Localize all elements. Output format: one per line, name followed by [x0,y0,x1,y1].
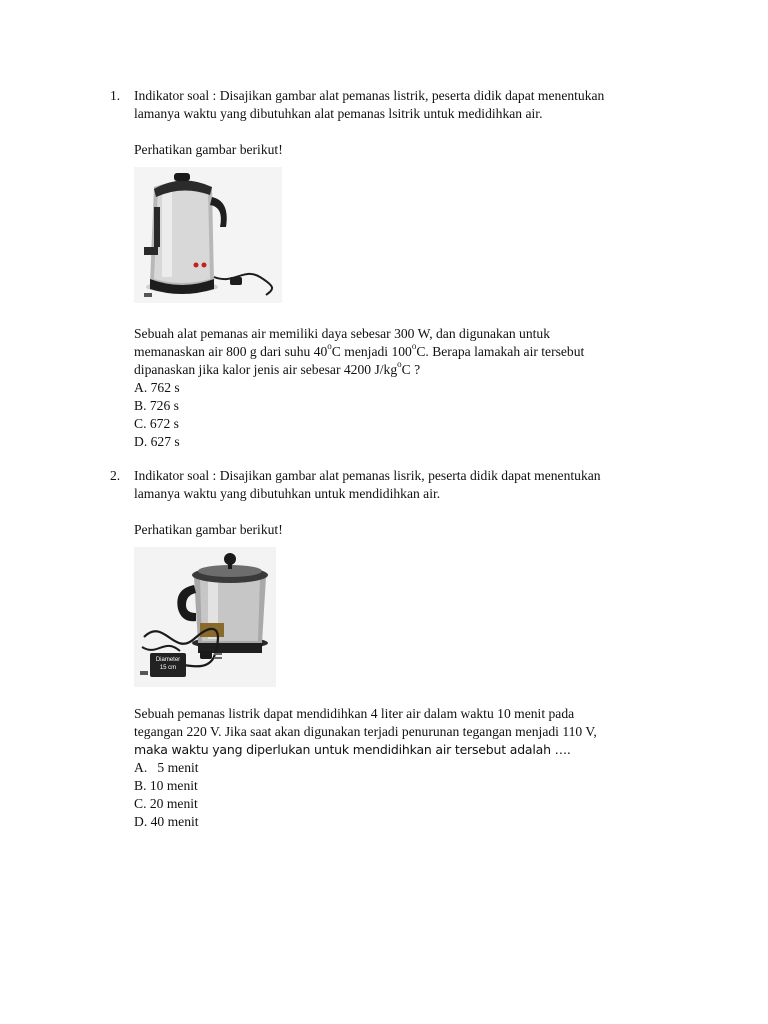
question-text: Sebuah alat pemanas air memiliki daya sebesar 300 W, dan digunakan untuk [134,326,551,341]
text-segment: C menjadi 100 [331,344,412,359]
indicator-line: lamanya waktu yang dibutuhkan alat pemanas lsitrik untuk medidihkan air. [134,106,543,121]
question-number: 1. [110,88,121,103]
answer-option-c[interactable]: C. 20 menit [134,796,198,811]
answer-option-b[interactable]: B. 726 s [134,398,179,413]
question-text: tegangan 220 V. Jika saat akan digunakan terjadi penurunan tegangan menjadi 110 V, [134,724,597,739]
diameter-label-line: Diameter [155,657,181,663]
answer-option-a[interactable]: A. 762 s [134,380,180,395]
answer-option-a[interactable]: A. 5 menit [134,760,199,775]
text-segment: C ? [401,362,421,377]
answer-option-d[interactable]: D. 40 menit [134,814,199,829]
question-text: Sebuah pemanas listrik dapat mendidihkan 4 liter air dalam waktu 10 menit pada [134,706,575,721]
answer-option-d[interactable]: D. 627 s [134,434,180,449]
question-text: maka waktu yang diperlukan untuk mendidihkan air tersebut adalah …. [134,742,571,757]
prompt-text: Perhatikan gambar berikut! [134,142,283,157]
electric-kettle-pot-image [134,547,276,687]
degree-superscript: o [327,341,332,352]
question-2 [110,467,710,831]
question-text [134,343,710,361]
indicator-line: Indikator soal : Disajikan gambar alat pemanas listrik, peserta didik dapat menentukan [134,88,605,103]
prompt-text: Perhatikan gambar berikut! [134,522,283,537]
text-segment: memanaskan air 800 g dari suhu 40 [134,344,328,359]
answer-option-b[interactable]: B. 10 menit [134,778,198,793]
answer-option-c[interactable]: C. 672 s [134,416,179,431]
question-1 [110,87,710,451]
indicator-line: Indikator soal : Disajikan gambar alat pemanas lisrik, peserta didik dapat menentukan [134,468,601,483]
electric-water-boiler-image [134,167,282,303]
indicator-line: lamanya waktu yang dibutuhkan untuk mendidihkan air. [134,486,441,501]
text-segment: dipanaskan jika kalor jenis air sebesar 4200 J/kg [134,362,398,377]
question-number: 2. [110,468,121,483]
degree-superscript: o [397,359,402,370]
question-text [134,361,710,379]
diameter-label [150,653,186,677]
diameter-label-value: 15 cm [159,665,177,671]
degree-superscript: o [411,341,417,352]
text-segment: C. Berapa lamakah air tersebut [416,344,585,359]
